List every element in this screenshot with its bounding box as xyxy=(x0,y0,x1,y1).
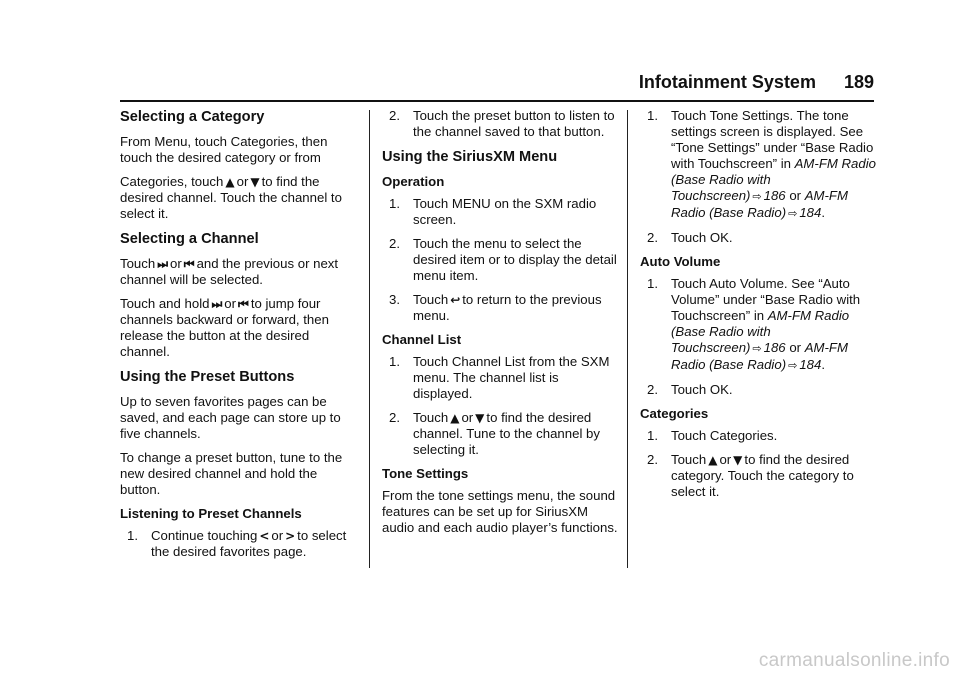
next-channel-icon: ⏭ xyxy=(211,297,223,311)
heading-selecting-category: Selecting a Category xyxy=(120,109,265,125)
page-ref-icon: ⇨ xyxy=(752,190,762,203)
page-ref-icon: ⇨ xyxy=(752,342,762,355)
down-arrow-icon: ▼ xyxy=(475,411,485,425)
watermark: carmanualsonline.info xyxy=(758,650,950,671)
page-number: 189 xyxy=(843,72,874,92)
list-item: 1. Touch Tone Settings. The tone settings screen is displayed. See “Tone Settings” under “Base Radio with Touchscreen” in AM-FM Radio (Base Radio with Touchscreen) ⇨ 186 or AM-FM Radio (Base Radio) ⇨ 184. xyxy=(647,108,876,220)
heading-preset-buttons: Using the Preset Buttons xyxy=(120,369,295,385)
list-item: 2. Touch the menu to select the desired item or to display the detail menu item. xyxy=(389,236,617,283)
left-chevron-icon: < xyxy=(259,529,270,543)
column-divider-2 xyxy=(627,110,628,568)
list-item: 1. Touch MENU on the SXM radio screen. xyxy=(389,196,597,227)
right-chevron-icon: > xyxy=(285,529,296,543)
paragraph: From the tone settings menu, the sound features can be set up for SiriusXM audio and each audio player’s functions. xyxy=(382,488,618,535)
column-3 xyxy=(640,108,876,508)
cross-reference[interactable]: AM-FM Radio (Base Radio with Touchscreen) xyxy=(671,308,850,355)
cross-reference[interactable]: AM-FM Radio (Base Radio with Touchscreen) xyxy=(671,156,876,203)
list-item: 2. Touch ▲ or ▼ to find the desired channel. Tune to the channel by selecting it. xyxy=(389,410,600,457)
next-channel-icon: ⏭ xyxy=(157,257,169,271)
heading-categories: Categories xyxy=(640,406,709,421)
section-title: Infotainment System xyxy=(638,72,816,92)
back-icon: ↩ xyxy=(450,293,461,307)
list-item: 1. Continue touching < or > to select the desired favorites page. xyxy=(127,528,347,559)
list-item: 3. Touch ↩ to return to the previous menu. xyxy=(389,292,602,323)
page-ref-icon: ⇨ xyxy=(788,207,798,220)
cross-reference[interactable]: AM-FM Radio (Base Radio) xyxy=(671,340,848,372)
column-2 xyxy=(382,108,618,544)
heading-listening-presets: Listening to Preset Channels xyxy=(120,506,302,521)
cross-reference[interactable]: AM-FM Radio (Base Radio) xyxy=(671,188,848,220)
list-item: 2. Touch the preset button to listen to the channel saved to that button. xyxy=(389,108,615,139)
paragraph: Categories, touch ▲ or ▼ to find the desired channel. Touch the channel to select it. xyxy=(120,174,342,221)
list-item: 2. Touch ▲ or ▼ to find the desired category. Touch the category to select it. xyxy=(647,452,854,499)
column-1 xyxy=(120,108,358,568)
list-item: 2. Touch OK. xyxy=(647,382,733,397)
paragraph: Touch ⏭ or ⏮ and the previous or next channel will be selected. xyxy=(120,256,339,287)
down-arrow-icon: ▼ xyxy=(733,453,743,467)
list-item: 1. Touch Channel List from the SXM menu. The channel list is displayed. xyxy=(389,354,610,401)
heading-auto-volume: Auto Volume xyxy=(640,254,721,269)
heading-channel-list: Channel List xyxy=(382,332,462,347)
heading-selecting-channel: Selecting a Channel xyxy=(120,231,259,247)
list-item: 1. Touch Categories. xyxy=(647,428,778,443)
page-header xyxy=(120,72,874,96)
paragraph: To change a preset button, tune to the new desired channel and hold the button. xyxy=(120,450,343,497)
up-arrow-icon: ▲ xyxy=(450,411,460,425)
paragraph: From Menu, touch Categories, then touch the desired category or from xyxy=(120,134,328,165)
header-rule xyxy=(120,100,874,102)
down-arrow-icon: ▼ xyxy=(250,175,260,189)
heading-operation: Operation xyxy=(382,174,445,189)
page-ref-icon: ⇨ xyxy=(788,359,798,372)
column-divider-1 xyxy=(369,110,370,568)
paragraph: Touch and hold ⏭ or ⏮ to jump four channels backward or forward, then release the button at the desired channel. xyxy=(120,296,329,359)
previous-channel-icon: ⏮ xyxy=(238,297,249,311)
previous-channel-icon: ⏮ xyxy=(183,257,195,271)
paragraph: Up to seven favorites pages can be saved, and each page can store up to five channels. xyxy=(120,394,341,441)
up-arrow-icon: ▲ xyxy=(708,453,718,467)
list-item: 1. Touch Auto Volume. See “Auto Volume” under “Base Radio with Touchscreen” in AM-FM Radio (Base Radio with Touchscreen) ⇨ 186 or AM-FM Radio (Base Radio) ⇨ 184. xyxy=(647,276,861,372)
list-item: 2. Touch OK. xyxy=(647,230,733,245)
heading-tone-settings: Tone Settings xyxy=(382,466,469,481)
up-arrow-icon: ▲ xyxy=(225,175,235,189)
heading-siriusxm-menu: Using the SiriusXM Menu xyxy=(382,149,558,165)
